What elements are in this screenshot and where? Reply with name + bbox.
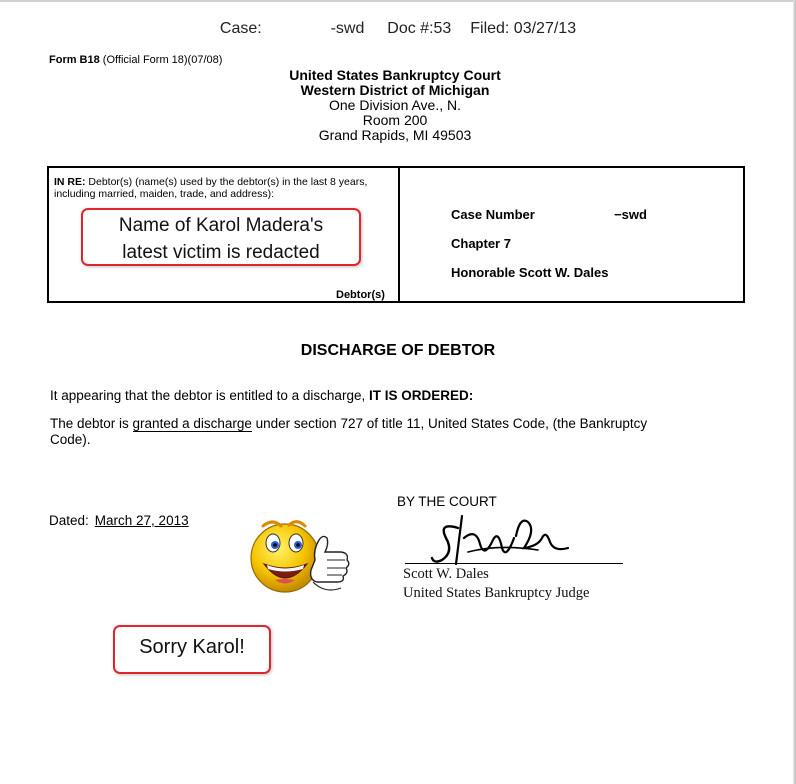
in-re-label: IN RE: [54, 176, 86, 188]
case-label: Case: [219, 20, 262, 37]
filing-header [0, 20, 796, 38]
case-number-row [451, 207, 647, 222]
debtors-label: Debtor(s) [336, 289, 385, 301]
case-number-label: Case Number [451, 207, 535, 222]
court-city: Grand Rapids, MI 49503 [318, 127, 472, 143]
court-name: United States Bankruptcy Court [289, 67, 501, 83]
redacted-name-note [81, 208, 361, 266]
court-room: Room 200 [362, 112, 428, 128]
in-re-description: Debtor(s) (name(s) used by the debtor(s) in the last 8 years, including married, maiden, trade, and address): [54, 176, 368, 200]
form-code: Form B18 [49, 54, 100, 66]
order-intro [50, 388, 473, 404]
judge-signature-block [403, 565, 589, 603]
chapter: Chapter 7 [451, 236, 511, 251]
form-label [49, 54, 222, 66]
redacted-note-line2: latest victim is redacted [122, 242, 320, 263]
order-p1-c: under section 727 of title 11, United States Code, (the Bankruptcy [251, 416, 648, 431]
thumbs-up-smiley-icon [245, 510, 355, 602]
filed-date: Filed: 03/27/13 [470, 20, 577, 37]
order-p1-emphasis: granted a discharge [132, 416, 252, 431]
form-code-detail: (Official Form 18)(07/08) [99, 54, 223, 66]
case-number-value: −swd [614, 207, 647, 222]
handwritten-signature [428, 508, 573, 570]
by-the-court: BY THE COURT [397, 494, 497, 509]
judge-signed-name: Scott W. Dales [403, 566, 489, 582]
signature-line [405, 563, 623, 564]
court-street: One Division Ave., N. [328, 97, 462, 113]
sorry-note: Sorry Karol! [113, 625, 271, 674]
court-district: Western District of Michigan [300, 82, 490, 98]
caption-divider [398, 168, 400, 301]
document-title: DISCHARGE OF DEBTOR [300, 342, 496, 359]
order-p1-a: The debtor is [50, 416, 133, 431]
case-suffix: -swd [330, 20, 365, 37]
page-top-edge [0, 0, 796, 2]
order-intro-bold: IT IS ORDERED: [368, 388, 474, 403]
in-re-text [54, 176, 394, 200]
dated-row [49, 513, 189, 528]
court-address [230, 68, 560, 143]
redacted-note-line1: Name of Karol Madera's [118, 215, 324, 236]
dated-value: March 27, 2013 [94, 513, 189, 528]
judge-signed-title: United States Bankruptcy Judge [403, 585, 590, 601]
judge-name: Honorable Scott W. Dales [451, 265, 609, 280]
order-intro-text: It appearing that the debtor is entitled to a discharge, [50, 388, 369, 403]
order-paragraph [50, 416, 710, 448]
doc-number: Doc #:53 [387, 20, 452, 37]
case-caption-box [47, 166, 745, 303]
order-p1-d: Code). [50, 432, 91, 447]
dated-label: Dated: [49, 513, 89, 528]
